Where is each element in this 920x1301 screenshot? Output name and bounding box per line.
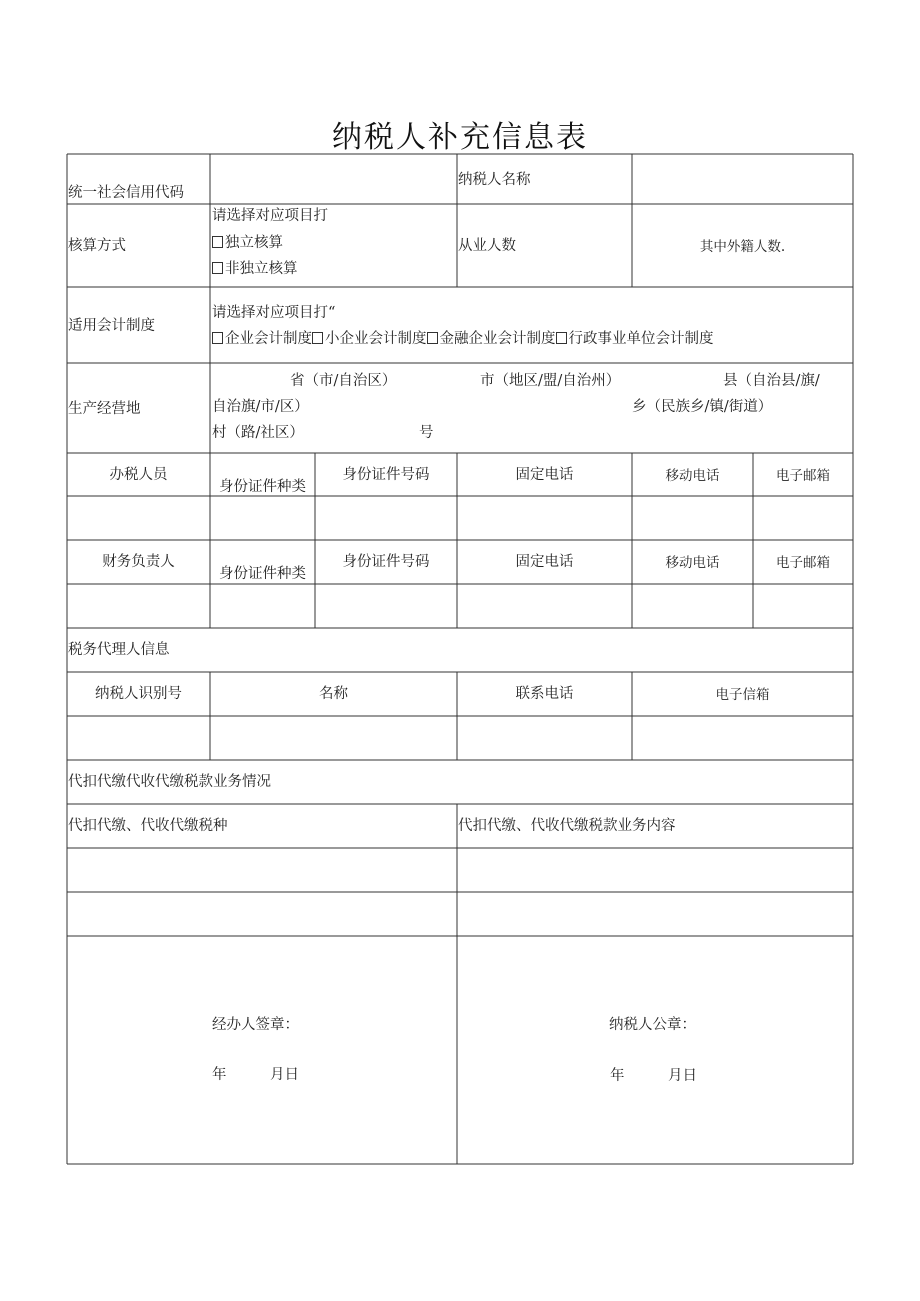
tax-officer-id-type: 身份证件种类 [219, 479, 306, 495]
accounting-instruction: 请选择对应项目打 [212, 208, 328, 224]
checkbox-financial-enterprise[interactable]: 金融企业会计制度 [427, 331, 556, 347]
tax-officer-email: 电子邮箱 [776, 468, 830, 484]
address-province: 省（市/自治区） [290, 373, 397, 389]
finance-head-id-type: 身份证件种类 [219, 566, 306, 582]
accounting-method-label: 核算方式 [68, 238, 126, 254]
address-city: 市（地区/盟/自治州） [480, 373, 621, 389]
address-number: 号 [419, 425, 434, 441]
finance-head-mobile: 移动电话 [665, 555, 720, 571]
agent-tin-header: 纳税人识别号 [95, 686, 182, 702]
employees-label: 从业人数 [458, 238, 516, 254]
withholding-content-header: 代扣代缴、代收代缴税款业务内容 [458, 818, 676, 834]
handler-month-day: 月日 [270, 1067, 299, 1083]
taxpayer-name-label: 纳税人名称 [458, 172, 531, 188]
agent-name-header: 名称 [319, 686, 348, 702]
finance-head-landline: 固定电话 [515, 554, 574, 570]
credit-code-label: 统一社会信用代码 [68, 185, 184, 201]
tax-officer-id-number: 身份证件号码 [342, 467, 430, 483]
tax-officer-label: 办税人员 [109, 467, 168, 483]
business-address-label: 生产经营地 [68, 401, 141, 417]
checkbox-independent[interactable]: 独立核算 [212, 234, 283, 252]
system-instruction: 请选择对应项目打“ [212, 305, 336, 321]
taxpayer-year: 年 [610, 1068, 625, 1084]
agent-section-label: 税务代理人信息 [68, 642, 170, 658]
agent-email-header: 电子信箱 [715, 687, 770, 703]
handler-signature-label: 经办人签章： [212, 1017, 299, 1033]
withholding-section-label: 代扣代缴代收代缴税款业务情况 [68, 774, 271, 790]
system-options [212, 330, 714, 348]
form-title: 纳税人补充信息表 [332, 120, 588, 155]
taxpayer-seal-label: 纳税人公章： [609, 1017, 696, 1033]
agent-phone-header: 联系电话 [515, 686, 574, 702]
finance-head-label: 财务负责人 [102, 554, 175, 570]
finance-head-id-number: 身份证件号码 [342, 554, 430, 570]
tax-officer-mobile: 移动电话 [665, 468, 720, 484]
checkbox-administrative-unit[interactable]: 行政事业单位会计制度 [556, 331, 714, 347]
address-township: 乡（民族乡/镇/街道） [632, 399, 773, 415]
checkbox-enterprise[interactable]: 企业会计制度 [212, 331, 312, 347]
tax-officer-landline: 固定电话 [515, 467, 574, 483]
address-county: 县（自治县/旗/ [723, 373, 820, 389]
handler-year: 年 [212, 1067, 227, 1083]
checkbox-small-enterprise[interactable]: 小企业会计制度 [312, 331, 427, 347]
taxpayer-month-day: 月日 [668, 1068, 697, 1084]
finance-head-email: 电子邮箱 [776, 555, 830, 571]
address-village: 村（路/社区） [212, 425, 304, 441]
foreign-employees-label: 其中外籍人数. [699, 239, 786, 255]
address-county-cont: 自治旗/市/区） [212, 399, 309, 415]
accounting-system-label: 适用会计制度 [68, 318, 155, 334]
withholding-tax-type-header: 代扣代缴、代收代缴税种 [68, 818, 228, 834]
checkbox-non-independent[interactable]: 非独立核算 [212, 260, 298, 278]
